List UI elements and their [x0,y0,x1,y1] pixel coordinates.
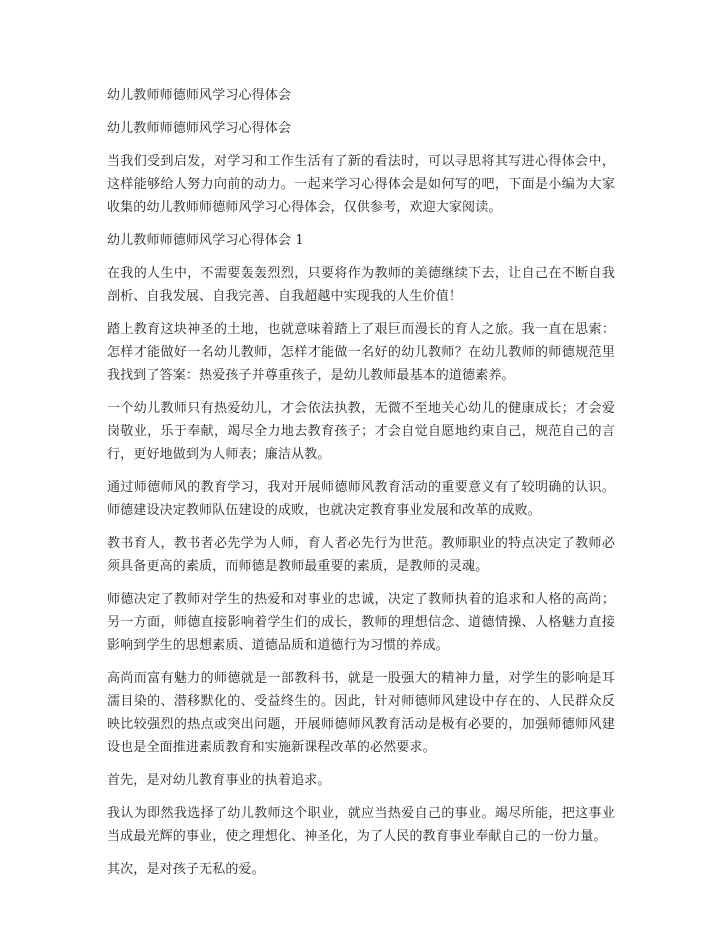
section-heading: 幼儿教师师德师风学习心得体会 1 [107,233,304,248]
document-title: 幼儿教师师德师风学习心得体会 [107,88,292,103]
body-paragraph-3: 一个幼儿教师只有热爱幼儿，才会依法执教，无微不至地关心幼儿的健康成长；才会爱岗敬业，乐于奉献，竭尽全力地去教育孩子；才会自觉自愿地约束自己，规范自己的言行，更好地做到为人师表；廉洁从教。 [107,401,615,462]
body-paragraph-5: 教书育人，教书者必先学为人师，育人者必先行为世范。教师职业的特点决定了教师必须具备更高的素质，而师德是教师最重要的素质，是教师的灵魂。 [107,536,615,574]
body-paragraph-4: 通过师德师风的教育学习，我对开展师德师风教育活动的重要意义有了较明确的认识。师德建设决定教师队伍建设的成败，也就决定教育事业发展和改革的成败。 [107,480,615,518]
body-paragraph-10: 其次，是对孩子无私的爱。 [107,862,265,877]
body-paragraph-9: 我认为即然我选择了幼儿教师这个职业，就应当热爱自己的事业。竭尽所能，把这事业当成最光辉的事业，使之理想化、神圣化，为了人民的教育事业奉献自己的一份力量。 [107,806,615,844]
body-paragraph-6: 师德决定了教师对学生的热爱和对事业的忠诚，决定了教师执着的追求和人格的高尚；另一方面，师德直接影响着学生们的成长，教师的理想信念、道德情操、人格魅力直接影响到学生的思想素质、道德品质和道德行为习惯的养成。 [107,592,615,653]
document-subtitle: 幼儿教师师德师风学习心得体会 [107,121,292,136]
body-paragraph-1: 在我的人生中，不需要轰轰烈烈，只要将作为教师的美德继续下去，让自己在不断自我剖析、自我发展、自我完善、自我超越中实现我的人生价值！ [107,266,615,304]
body-paragraph-2: 踏上教育这块神圣的土地，也就意味着踏上了艰巨而漫长的育人之旅。我一直在思索：怎样才能做好一名幼儿教师，怎样才能做一名好的幼儿教师？在幼儿教师的师德规范里我找到了答案：热爱孩子并尊重孩子，是幼儿教师最基本的道德素养。 [107,322,615,383]
body-paragraph-8: 首先，是对幼儿教育事业的执着追求。 [107,773,331,788]
document-page [107,84,615,891]
body-paragraph-7: 高尚而富有魅力的师德就是一部教科书，就是一股强大的精神力量，对学生的影响是耳濡目染的、潜移默化的、受益终生的。因此，针对师德师风建设中存在的、人民群众反映比较强烈的热点或突出问题，开展师德师风教育活动是极有必要的，加强师德师风建设也是全面推进素质教育和实施新课程改革的必然要求。 [107,671,615,755]
intro-paragraph: 当我们受到启发，对学习和工作生活有了新的看法时，可以寻思将其写进心得体会中，这样能够给人努力向前的动力。一起来学习心得体会是如何写的吧，下面是小编为大家收集的幼儿教师师德师风学习心得体会，仅供参考，欢迎大家阅读。 [107,154,615,215]
